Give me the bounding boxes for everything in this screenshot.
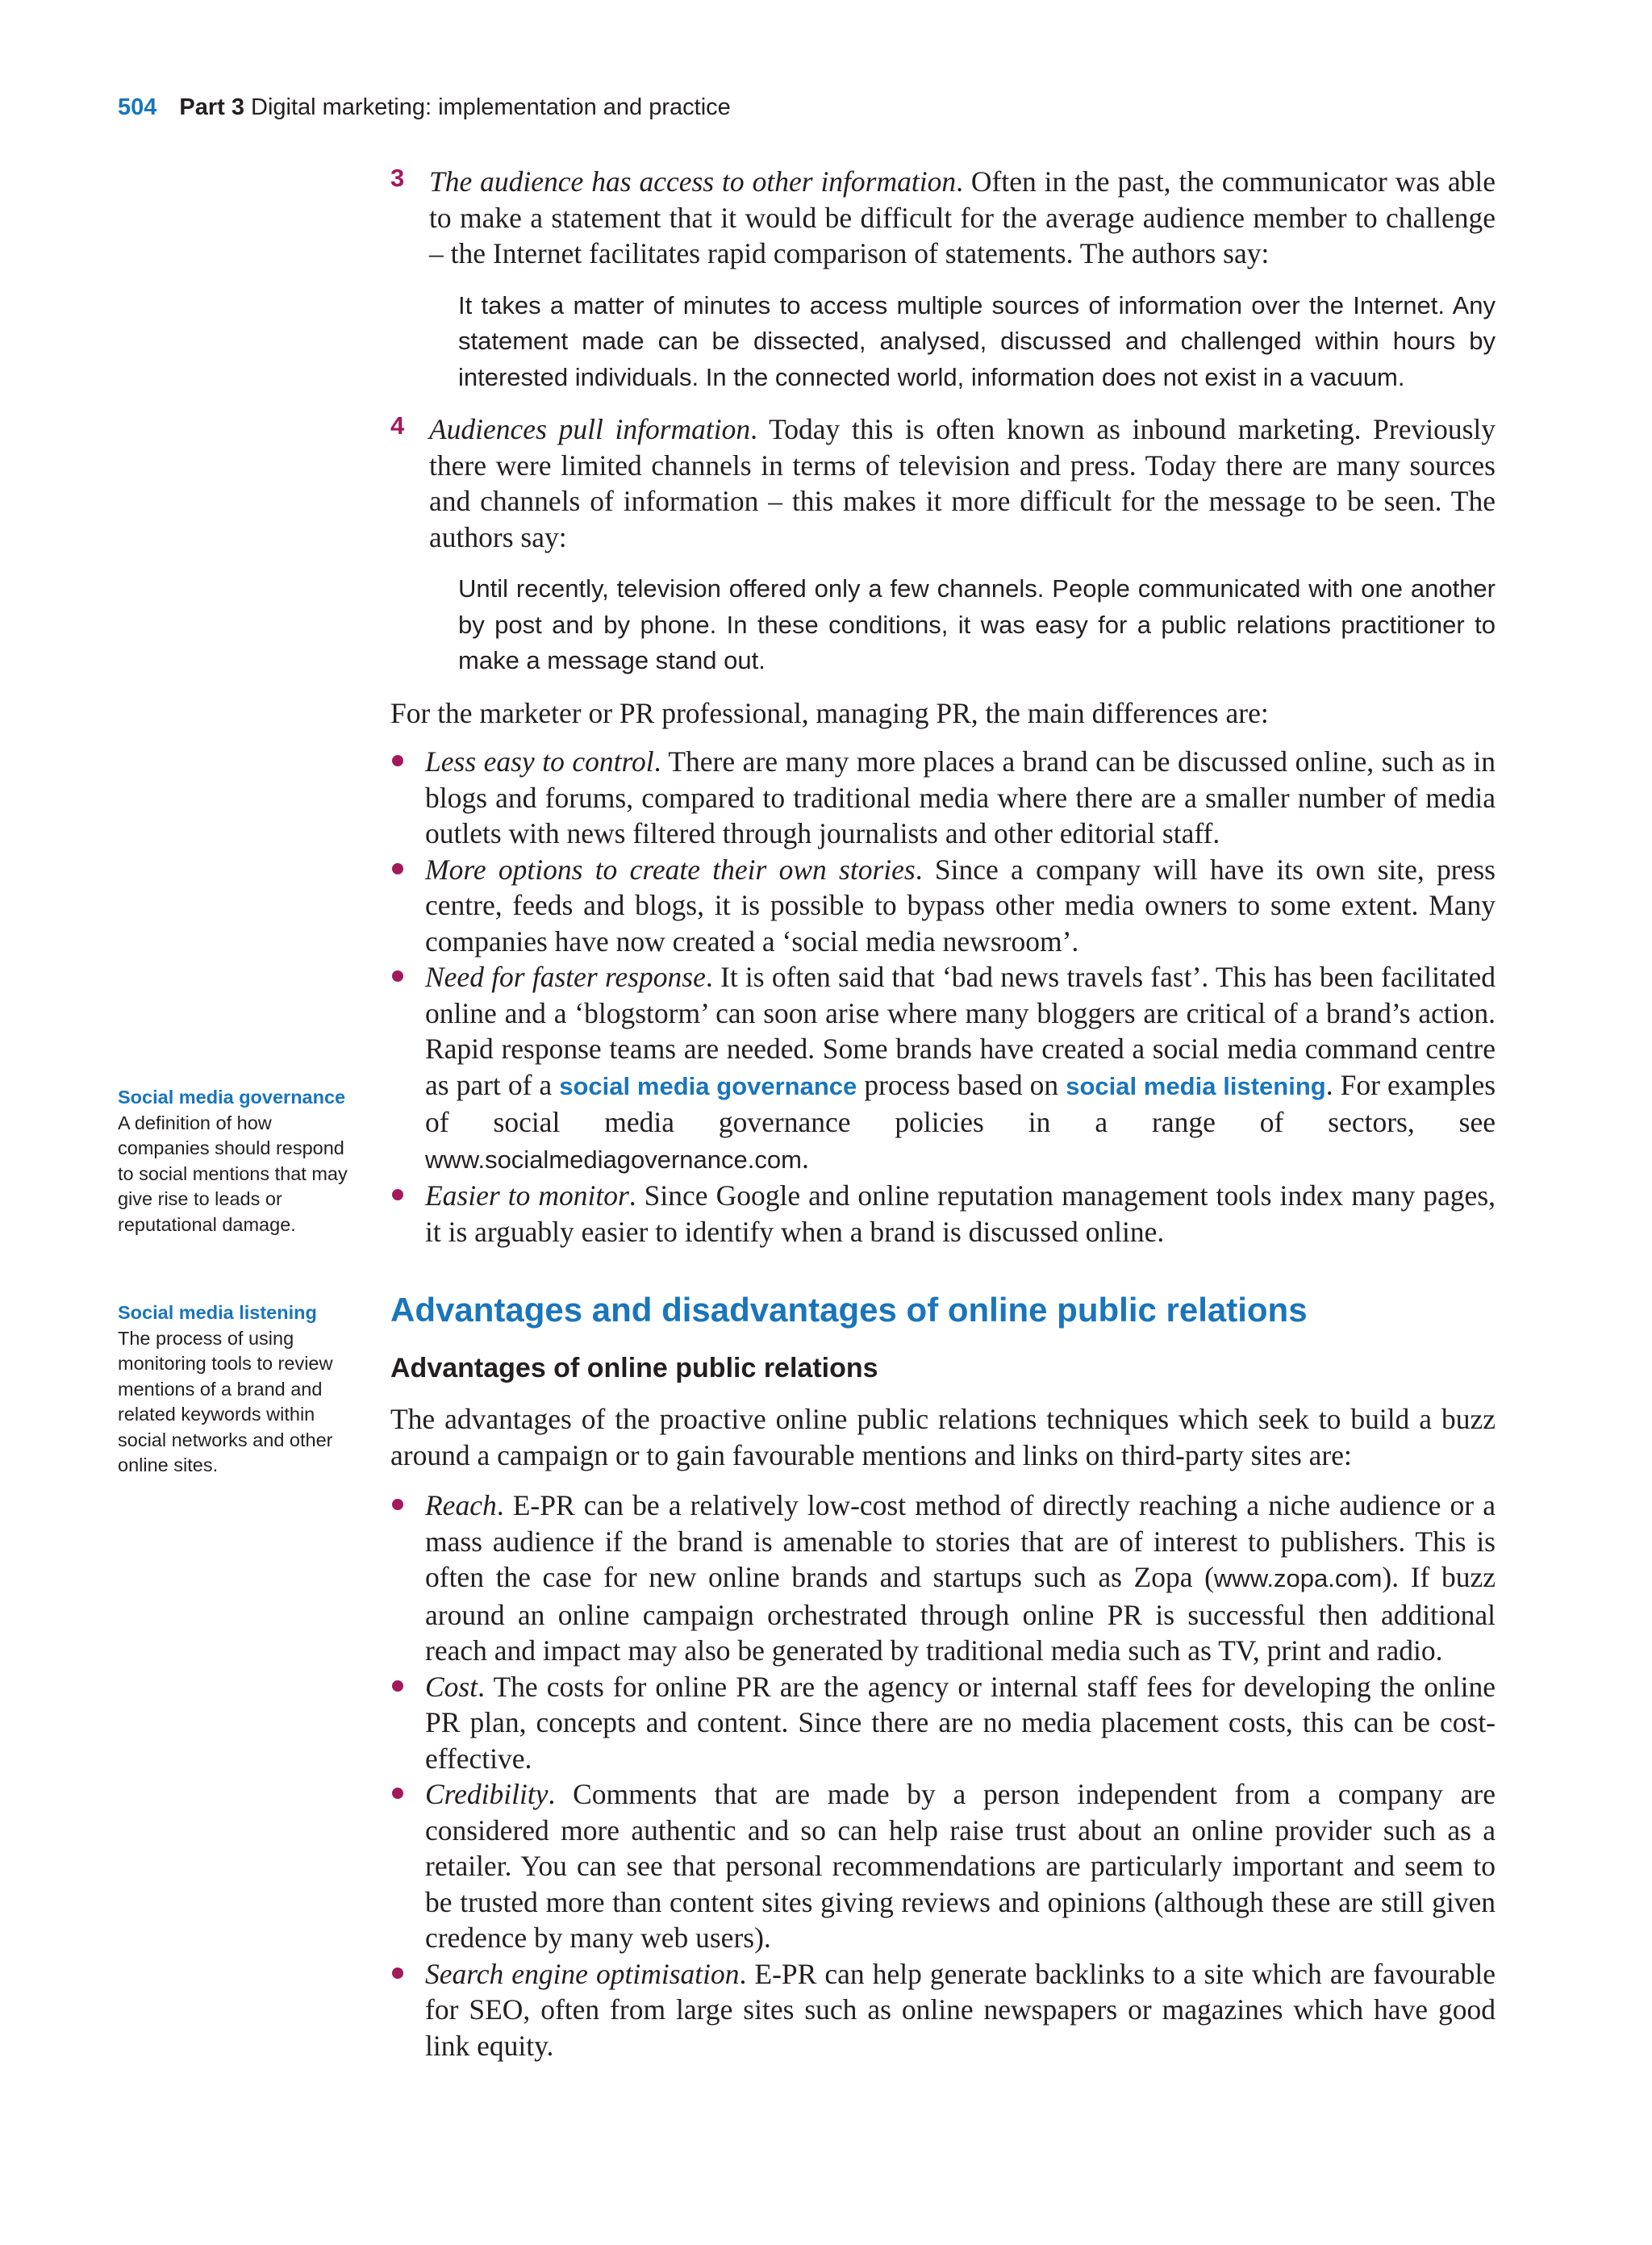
bullet-text: . It is often said that ‘bad news travels fast’. This has been facilitated online and a ‘blogstorm’ can soon arise where many bloggers are critical of a brand’s action. Rapid response teams are needed. Some brands have created a social media command centre as part of a — [425, 961, 1496, 1101]
margin-definition-governance — [118, 1085, 360, 1237]
item-body — [429, 164, 1496, 272]
url-link[interactable]: www.zopa.com — [1213, 1564, 1383, 1592]
list-item — [390, 1669, 1496, 1777]
bullet-text: . For examples of social media governance policies in a range of sectors, see — [425, 1068, 1496, 1138]
bullet-icon — [392, 1499, 403, 1510]
margin-term: Social media listening — [118, 1302, 317, 1323]
bullet-text: ). If buzz around an online campaign orchestrated through online PR is successful then additional reach and impact may also be generated by traditional media such as TV, print and radio. — [425, 1561, 1496, 1667]
bullet-title: Reach — [425, 1489, 497, 1521]
bullet-icon — [392, 755, 403, 766]
list-item — [390, 1488, 1496, 1669]
main-column — [390, 164, 1496, 2063]
bullet-icon — [392, 970, 403, 982]
item-number: 3 — [390, 164, 405, 192]
body-paragraph: The advantages of the proactive online public relations techniques which seek to build a buzz around a campaign or to gain favourable mentions and links on third-party sites are: — [390, 1403, 1496, 1471]
body-paragraph: For the marketer or PR professional, managing PR, the main differences are: — [390, 696, 1269, 729]
bullet-text: . Comments that are made by a person independent from a company are considered more authentic and so can help raise trust about an online provider such as a retailer. You can see that personal recommendations are particularly important and seem to be trusted more than content sites giving reviews and opinions (although these are still given credence by many web users). — [425, 1778, 1496, 1954]
bullet-icon — [392, 1788, 403, 1799]
bullet-title: More options to create their own stories — [425, 853, 916, 886]
bullet-text: . Since Google and online reputation management tools index many pages, it is arguably easier to identify when a brand is discussed online. — [425, 1179, 1496, 1248]
item-title: The audience has access to other information — [429, 165, 957, 198]
bullet-title: Need for faster response — [425, 961, 706, 993]
margin-term: Social media governance — [118, 1087, 346, 1108]
numbered-item-4 — [390, 411, 1496, 555]
block-quote: It takes a matter of minutes to access multiple sources of information over the Internet. Any statement made can be dissected, analysed, discussed and challenged within hours by interested individuals. In the connected world, information does not exist in a vacuum. — [458, 290, 1496, 391]
list-item — [390, 1178, 1496, 1250]
block-quote: Until recently, television offered only a few channels. People communicated with one another by post and by phone. In these conditions, it was easy for a public relations practitioner to make a message stand out. — [458, 574, 1496, 674]
item-body — [429, 411, 1496, 555]
bullet-icon — [392, 1968, 403, 1979]
bullet-text: . — [801, 1141, 809, 1175]
bullet-text: . There are many more places a brand can be discussed online, such as in blogs and forums, compared to traditional media where there are a smaller number of media outlets with news filtered through journalists and other editorial staff. — [425, 745, 1496, 849]
margin-definition: The process of using monitoring tools to review mentions of a brand and related keywords within social networks and other online sites. — [118, 1327, 333, 1475]
list-item — [390, 852, 1496, 960]
differences-list — [390, 744, 1496, 1250]
bullet-title: Search engine optimisation — [425, 1957, 740, 1990]
bullet-title: Easier to monitor — [425, 1179, 629, 1212]
bullet-icon — [392, 863, 403, 874]
bullet-text: . E-PR can help generate backlinks to a site which are favourable for SEO, often from large sites such as online newspapers or magazines which have good link equity. — [425, 1957, 1496, 2062]
keyword-link[interactable]: social media governance — [559, 1071, 857, 1100]
numbered-item-3 — [390, 164, 1496, 272]
margin-definition-listening — [118, 1300, 360, 1479]
bullet-title: Credibility — [425, 1778, 549, 1810]
bullet-text: . The costs for online PR are the agency or internal staff fees for developing the online PR plan, concepts and content. Since there are no media placement costs, this can be cost-effective. — [425, 1670, 1496, 1775]
keyword-link[interactable]: social media listening — [1066, 1071, 1326, 1100]
bullet-text: . E-PR can be a relatively low-cost method of directly reaching a niche audience or a mass audience if the brand is amenable to stories that are of interest to publishers. This is often the case for new online brands and startups such as Zopa ( — [425, 1489, 1496, 1593]
item-text: . Today this is often known as inbound marketing. Previously there were limited channels in terms of television and press. Today there are many sources and channels of information – this makes it more difficult for the message to be seen. The authors say: — [429, 413, 1496, 553]
part-title: Digital marketing: implementation and practice — [251, 94, 731, 120]
url-link[interactable]: www.socialmediagovernance.com — [425, 1145, 802, 1174]
bullet-text: process based on — [857, 1068, 1066, 1101]
advantages-list — [390, 1488, 1496, 2063]
item-title: Audiences pull information — [429, 413, 751, 445]
bullet-icon — [392, 1189, 403, 1200]
item-number: 4 — [390, 411, 405, 440]
bullet-title: Cost — [425, 1670, 478, 1703]
list-item — [390, 1956, 1496, 2064]
list-item — [390, 959, 1496, 1178]
bullet-text: . Since a company will have its own site, press centre, feeds and blogs, it is possible to bypass other media owners to some extent. Many companies have now created a ‘social media newsroom’. — [425, 853, 1496, 958]
list-item — [390, 744, 1496, 852]
section-heading: Advantages and disadvantages of online public relations — [390, 1291, 1308, 1329]
item-text: . Often in the past, the communicator was able to make a statement that it would be difficult for the average audience member to challenge – the Internet facilitates rapid comparison of statements. The authors say: — [429, 165, 1496, 269]
margin-definition: A definition of how companies should respond to social mentions that may give rise to leads or reputational damage. — [118, 1112, 348, 1235]
part-label: Part 3 — [179, 94, 244, 120]
bullet-icon — [392, 1680, 403, 1692]
bullet-title: Less easy to control — [425, 745, 654, 778]
subsection-heading: Advantages of online public relations — [390, 1353, 878, 1383]
page-number: 504 — [118, 94, 157, 120]
list-item — [390, 1776, 1496, 1956]
running-header — [118, 94, 731, 121]
